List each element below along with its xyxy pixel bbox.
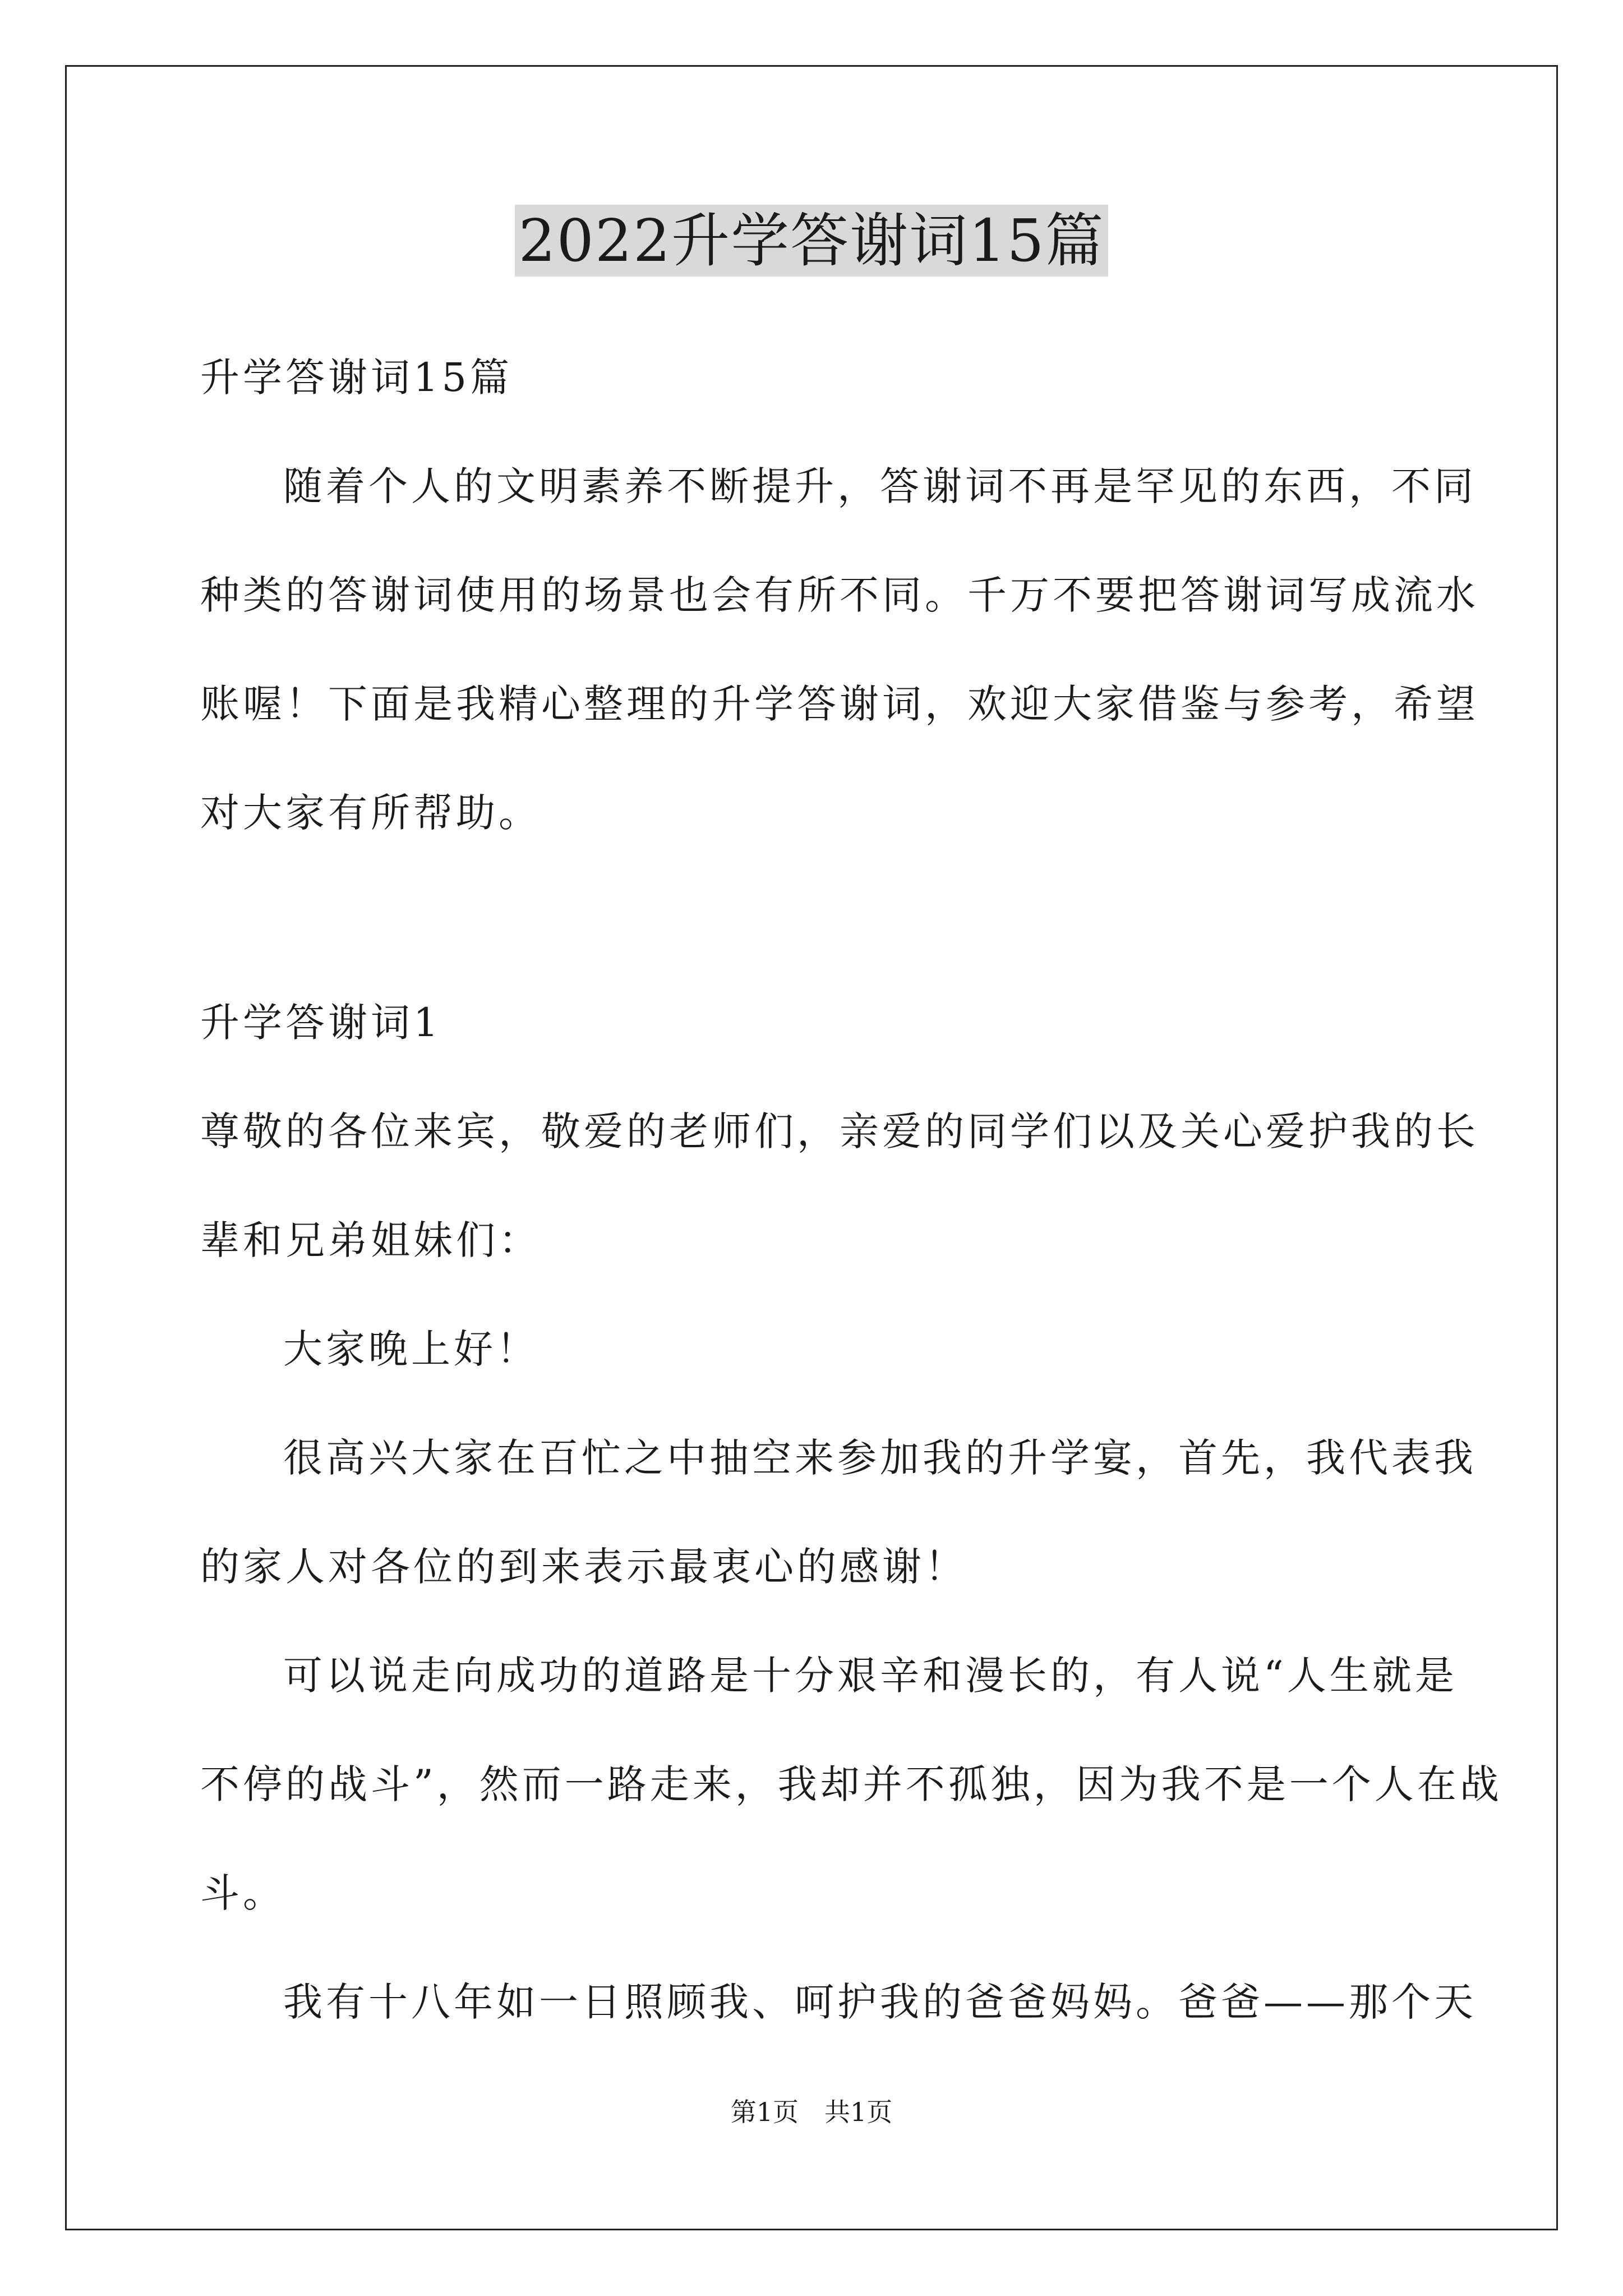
intro-line-2: 种类的答谢词使用的场景也会有所不同。千万不要把答谢词写成流水 (200, 572, 1479, 618)
section-heading: 升学答谢词1 (200, 1000, 442, 1046)
intro-line-4: 对大家有所帮助。 (200, 790, 541, 836)
body-line-1: 尊敬的各位来宾，敬爱的老师们，亲爱的同学们以及关心爱护我的长 (200, 1108, 1479, 1154)
body-line-2: 辈和兄弟姐妹们： (200, 1217, 541, 1263)
body-line-4: 很高兴大家在百忙之中抽空来参加我的升学宴，首先，我代表我 (283, 1435, 1477, 1481)
document-subtitle: 升学答谢词15篇 (200, 355, 513, 401)
body-line-7: 不停的战斗”，然而一路走来，我却并不孤独，因为我不是一个人在战 (200, 1761, 1502, 1807)
body-line-9: 我有十八年如一日照顾我、呵护我的爸爸妈妈。爸爸——那个天 (283, 1979, 1477, 2025)
intro-line-3: 账喔！下面是我精心整理的升学答谢词，欢迎大家借鉴与参考，希望 (200, 681, 1479, 727)
body-line-5: 的家人对各位的到来表示最衷心的感谢！ (200, 1544, 967, 1590)
page-footer: 第1页 共1页 (730, 2097, 893, 2127)
document-title: 2022升学答谢词15篇 (515, 205, 1108, 277)
intro-line-1: 随着个人的文明素养不断提升，答谢词不再是罕见的东西，不同 (283, 463, 1477, 509)
body-line-3: 大家晚上好！ (283, 1326, 539, 1372)
title-container (0, 205, 1623, 277)
body-line-8: 斗。 (200, 1870, 285, 1916)
body-line-6: 可以说走向成功的道路是十分艰辛和漫长的，有人说“人生就是 (283, 1653, 1458, 1699)
